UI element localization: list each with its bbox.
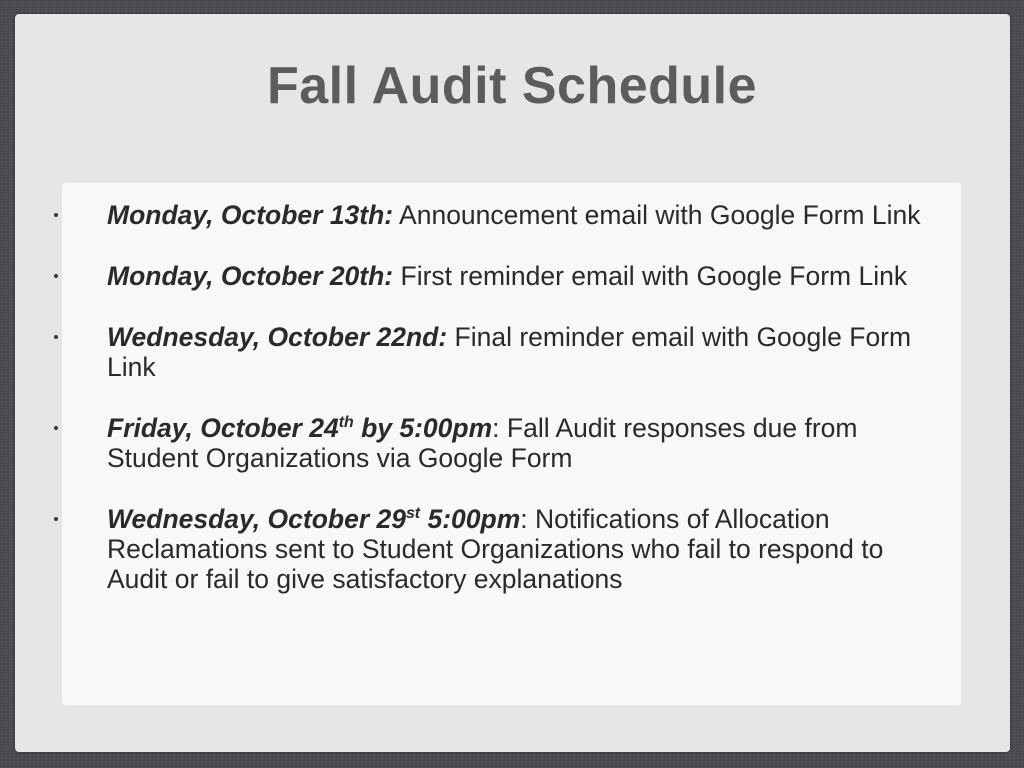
schedule-date: Monday, October 20th: xyxy=(107,261,394,291)
schedule-description: : Notifications of Allocation Reclamations sent to Student Organizations who fail to respond to Audit or fail to give satisfactory explanations xyxy=(107,504,884,594)
schedule-date-main: Wednesday, October 29 xyxy=(107,504,406,534)
schedule-date-time: by 5:00pm xyxy=(353,413,493,443)
schedule-date-main: Friday, October 24 xyxy=(107,413,339,443)
slide-title: Fall Audit Schedule xyxy=(266,57,758,115)
schedule-date: Wednesday, October 22nd: xyxy=(107,322,448,352)
bullet-icon xyxy=(54,335,58,339)
schedule-description: Announcement email with Google Form Link xyxy=(393,200,921,230)
bullet-icon xyxy=(54,213,58,217)
schedule-item xyxy=(62,261,961,291)
schedule-date-time: 5:00pm xyxy=(420,504,521,534)
schedule-item xyxy=(62,200,961,230)
schedule-date xyxy=(107,504,520,534)
schedule-description: Final reminder email with Google Form Link xyxy=(107,322,912,382)
schedule-date-suffix: st xyxy=(405,505,421,523)
content-box xyxy=(62,183,961,705)
bullet-icon xyxy=(54,274,58,278)
schedule-description: First reminder email with Google Form Link xyxy=(393,261,908,291)
schedule-item xyxy=(62,322,961,382)
schedule-description: : Fall Audit responses due from Student Organizations via Google Form xyxy=(107,413,858,473)
schedule-list xyxy=(62,200,961,625)
schedule-date xyxy=(107,413,492,443)
schedule-item xyxy=(62,413,961,473)
bullet-icon xyxy=(54,517,58,521)
schedule-date: Monday, October 13th: xyxy=(107,200,394,230)
schedule-item xyxy=(62,504,961,594)
schedule-date-suffix: th xyxy=(338,414,354,432)
bullet-icon xyxy=(54,426,58,430)
